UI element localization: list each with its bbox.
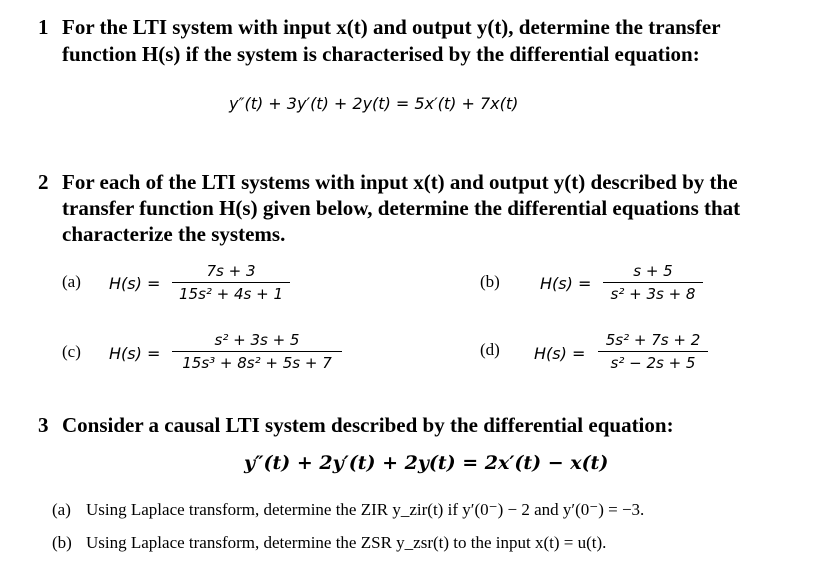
fraction-bar	[603, 282, 703, 283]
numerator: s + 5	[633, 262, 673, 280]
question-2-line-3: characterize the systems.	[62, 222, 286, 246]
question-3-part-a-label: (a)	[52, 500, 71, 519]
question-2-line-2: transfer function H(s) given below, determine the differential equations that	[62, 196, 741, 220]
question-1-line-2: function H(s) if the system is characterised by the differential equation:	[62, 42, 700, 66]
question-1-equation: y″(t) + 3y′(t) + 2y(t) = 5x′(t) + 7x(t)	[229, 94, 519, 113]
item-label: (b)	[480, 272, 500, 291]
item-label: (d)	[480, 340, 500, 359]
numerator: s² + 3s + 5	[214, 331, 300, 349]
denominator: s² − 2s + 5	[610, 354, 696, 372]
transfer-fraction	[598, 330, 708, 373]
transfer-lhs: H(s) =	[109, 344, 161, 363]
question-3-part-b-text: Using Laplace transform, determine the ZSR y_zsr(t) to the input x(t) = u(t).	[86, 533, 607, 552]
question-3-number: 3	[38, 413, 49, 437]
denominator: s² + 3s + 8	[610, 285, 696, 303]
transfer-fraction	[172, 261, 290, 304]
question-3-part-a-text: Using Laplace transform, determine the ZIR y_zir(t) if y′(0⁻) − 2 and y′(0⁻) = −3.	[86, 500, 645, 519]
transfer-lhs: H(s) =	[109, 274, 161, 293]
transfer-fraction	[172, 330, 342, 373]
fraction-bar	[172, 282, 290, 283]
transfer-lhs: H(s) =	[534, 344, 586, 363]
question-1-line-1: For the LTI system with input x(t) and output y(t), determine the transfer	[62, 15, 721, 39]
item-label: (c)	[62, 342, 81, 361]
fraction-bar	[598, 351, 708, 352]
question-2-line-1: For each of the LTI systems with input x(t) and output y(t) described by the	[62, 170, 738, 194]
transfer-fraction	[603, 261, 703, 304]
denominator: 15s² + 4s + 1	[178, 285, 284, 303]
question-3-equation: y″(t) + 2y′(t) + 2y(t) = 2x′(t) − x(t)	[244, 452, 609, 474]
item-label: (a)	[62, 272, 81, 291]
numerator: 5s² + 7s + 2	[605, 331, 701, 349]
question-3-part-b-label: (b)	[52, 533, 72, 552]
fraction-bar	[172, 351, 342, 352]
transfer-lhs: H(s) =	[540, 274, 592, 293]
question-3-line-1: Consider a causal LTI system described by the differential equation:	[62, 413, 674, 437]
denominator: 15s³ + 8s² + 5s + 7	[182, 354, 332, 372]
numerator: 7s + 3	[206, 262, 256, 280]
question-2-number: 2	[38, 170, 49, 194]
question-1-number: 1	[38, 15, 49, 39]
